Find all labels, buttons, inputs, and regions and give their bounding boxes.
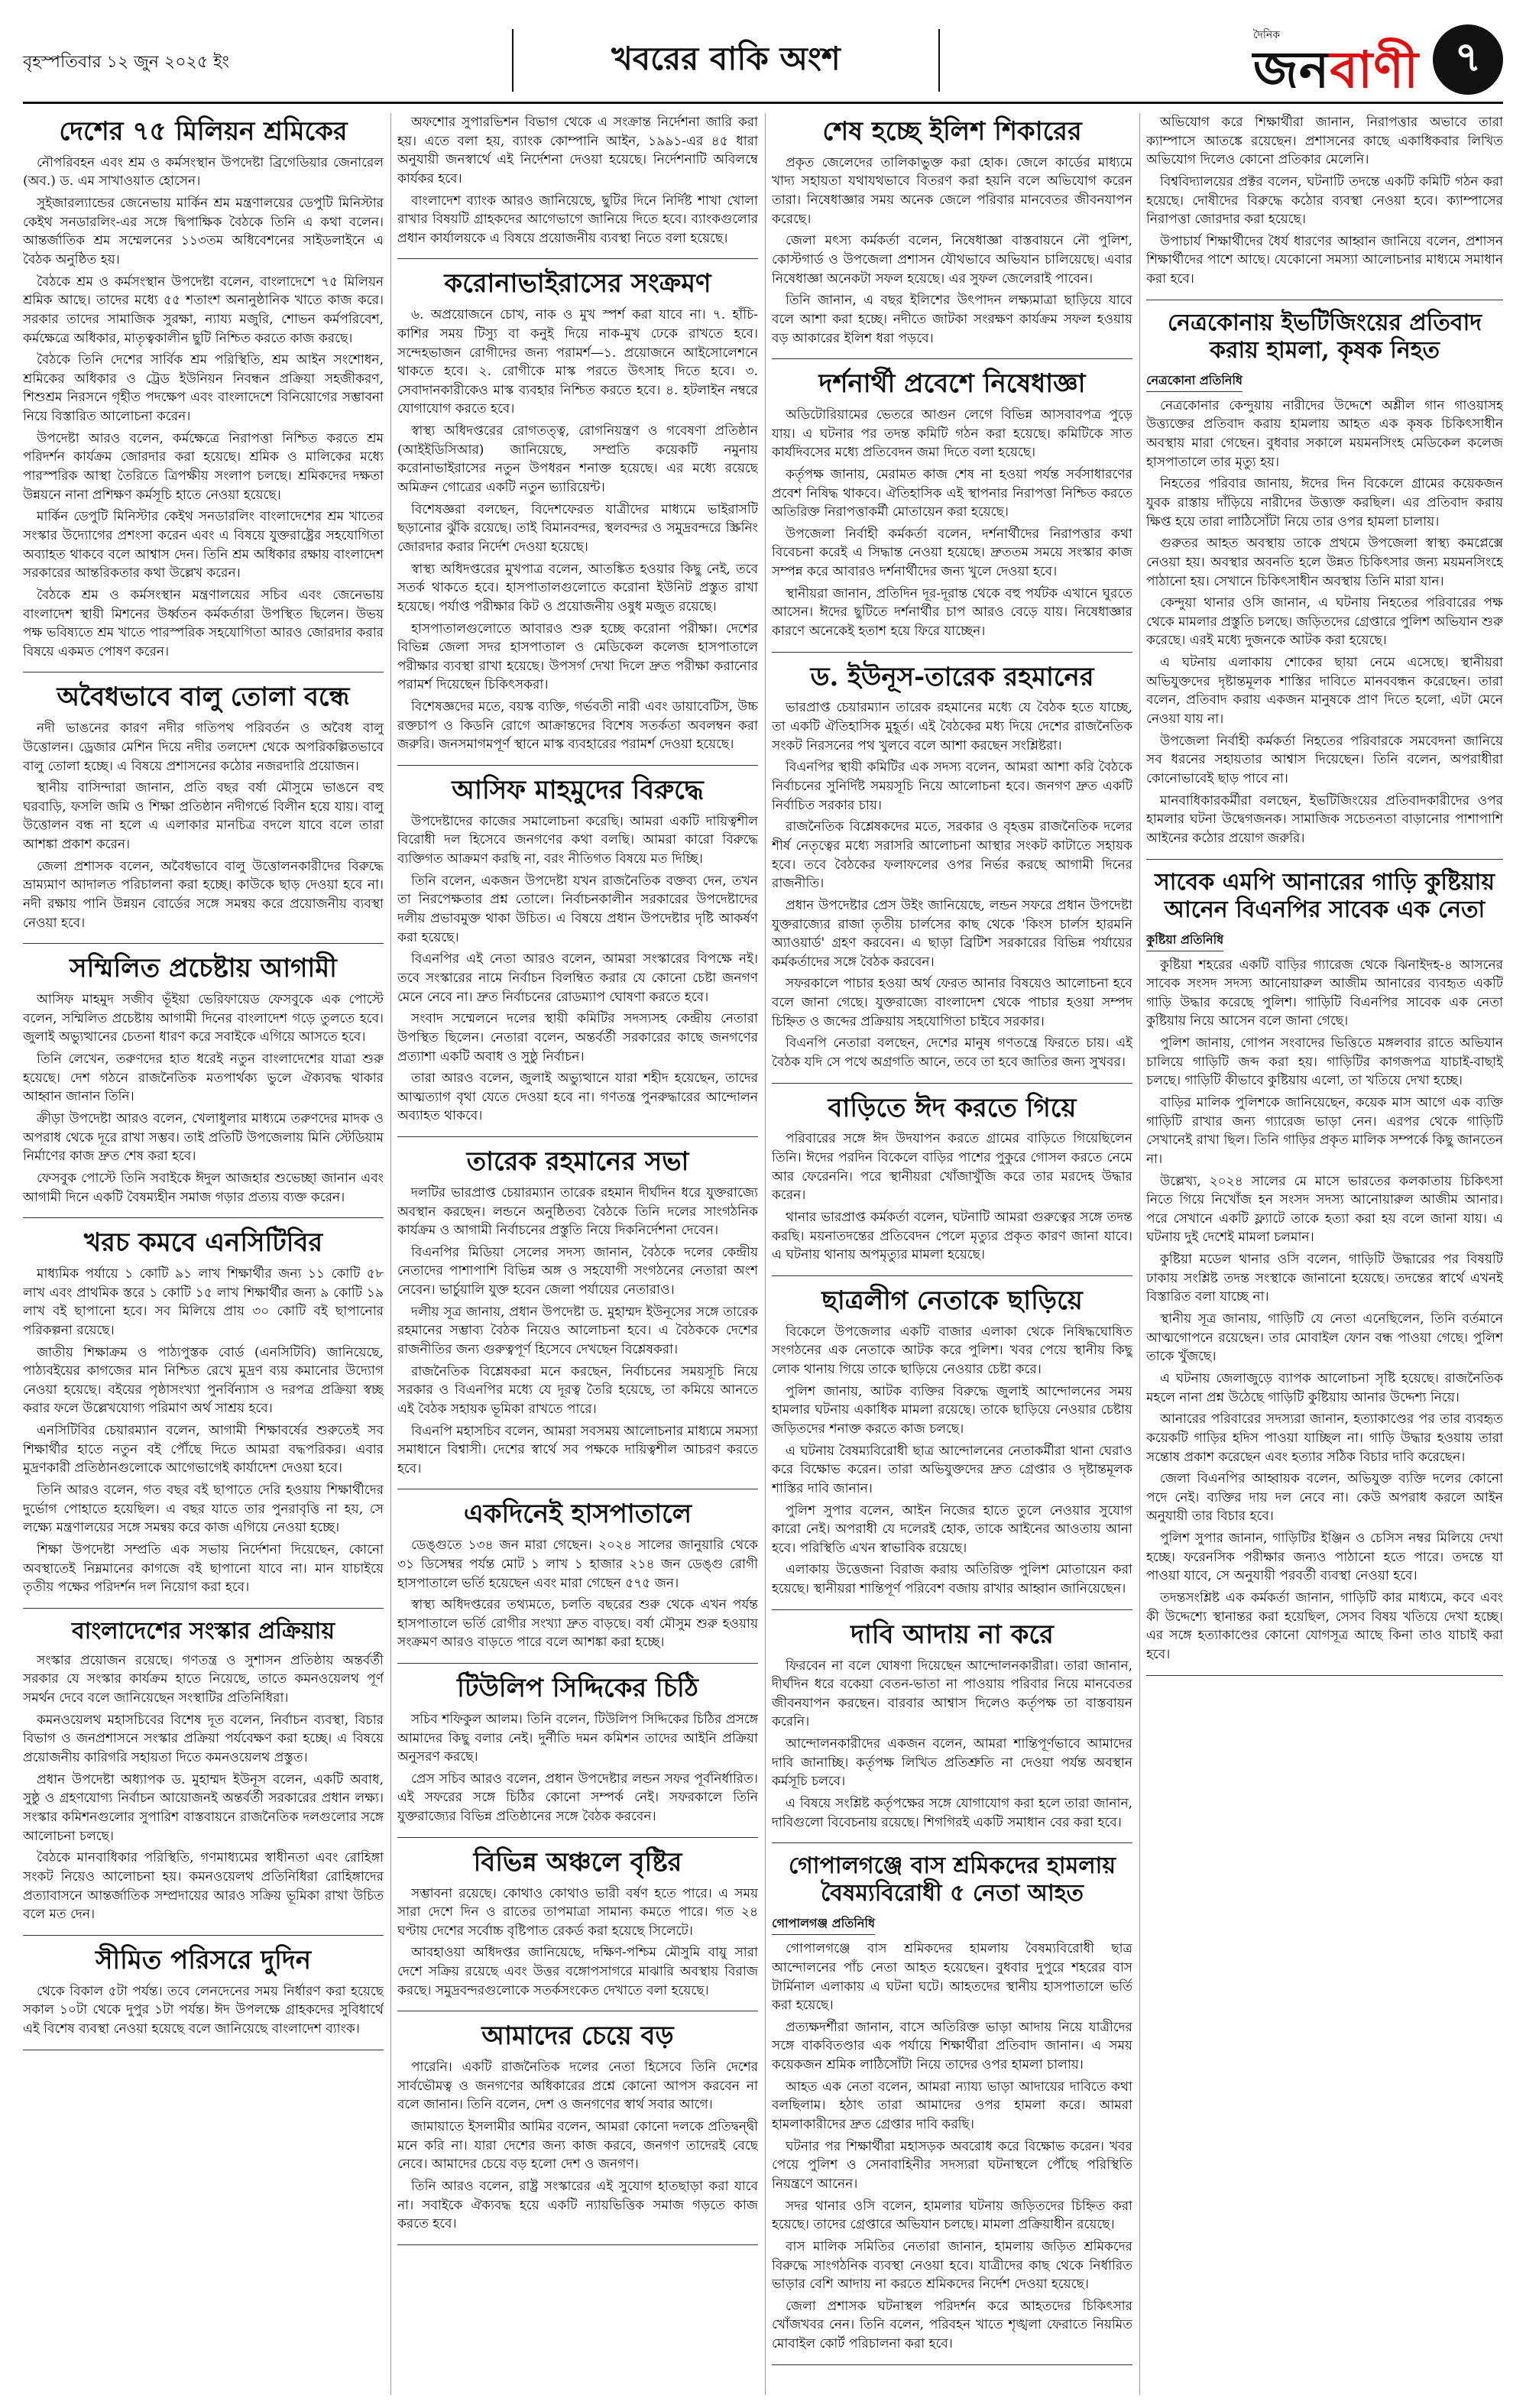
article-paragraph: স্বাস্থ্য অধিদপ্তরের রোগতত্ত্ব, রোগনিয়ন্ত্রণ ও গবেষণা প্রতিষ্ঠান (আইইডিসিআর) জানিয়েছে, সম্প্রতি কয়েকটি নমুনায় করোনাভাইরাসের নতুন উপধরন শনাক্ত হয়েছে। এর মধ্যে রয়েছে অমিক্রন গোত্রের একটি নতুন ভ্যারিয়েন্ট।: [397, 423, 758, 496]
article-body: [23, 1265, 384, 1597]
article-paragraph: ফিরবেন না বলে ঘোষণা দিয়েছেন আন্দোলনকারীরা। তারা জানান, দীর্ঘদিন ধরে বকেয়া বেতন-ভাতা না পাওয়ায় পরিবার নিয়ে মানবেতর জীবনযাপন করছেন। বারবার আশ্বাস দিলেও কর্তৃপক্ষ তা বাস্তবায়ন করেনি।: [772, 1658, 1132, 1730]
article-body: [772, 1323, 1132, 1599]
article-paragraph: তিনি বলেন, একজন উপদেষ্টা যখন রাজনৈতিক বক্তব্য দেন, তখন তা নিরপেক্ষতার প্রশ্ন তোলে। নির্বাচনকালীন সরকারের উপদেষ্টাদের দলীয় প্রভাবমুক্ত থাকা উচিত। এ বিষয়ে প্রধান উপদেষ্টার দৃষ্টি আকর্ষণ করা হয়েছে।: [397, 873, 758, 945]
article-headline[interactable]: করোনাভাইরাসের সংক্রমণ: [444, 268, 711, 300]
article-paragraph: প্রকৃত জেলেদের তালিকাভুক্ত করা হোক। জেলে কার্ডের মাধ্যমে খাদ্য সহায়তা যথাযথভাবে বিতরণ করা হয়নি বলে অভিযোগ করেন তারা। নিষেধাজ্ঞার সময় অনেক জেলে পরিবার মানবেতর জীবনযাপন করেছে।: [772, 154, 1132, 227]
article-body: [23, 154, 384, 662]
article-paragraph: রাজনৈতিক বিশ্লেষকদের মতে, সরকার ও বৃহত্তম রাজনৈতিক দলের শীর্ষ নেতৃত্বের মধ্যে সরাসরি আলোচনা আস্থার সংকট কাটাতে সহায়ক হবে। তবে বৈঠকের ফলাফলের ওপর নির্ভর করছে আগামী দিনের রাজনীতি।: [772, 819, 1132, 892]
article-body: [397, 812, 758, 1126]
article-headline[interactable]: শেষ হচ্ছে ইলিশ শিকারের: [822, 116, 1082, 147]
article-headline[interactable]: টিউলিপ সিদ্দিকের চিঠি: [457, 1673, 698, 1704]
article-headline[interactable]: সাবেক এমপি আনারের গাড়ি কুষ্টিয়ায় আনেন বিএনপির সাবেক এক নেতা: [1154, 868, 1495, 923]
article: [23, 116, 384, 672]
article: [772, 1093, 1132, 1276]
article-paragraph: কর্তৃপক্ষ জানায়, মেরামত কাজ শেষ না হওয়া পর্যন্ত সর্বসাধারণের প্রবেশ নিষিদ্ধ থাকবে। ঐতিহাসিক এই স্থাপনার নিরাপত্তা নিশ্চিত করতে অতিরিক্ত নিরাপত্তাকর্মী মোতায়েন করা হয়েছে।: [772, 466, 1132, 520]
article-paragraph: এ ঘটনায় এলাকায় শোকের ছায়া নেমে এসেছে। স্থানীয়রা অভিযুক্তদের দৃষ্টান্তমূলক শাস্তির দাবিতে মানববন্ধন করেছেন। তারা বলেন, প্রতিবাদ করায় একজন মানুষকে প্রাণ দিতে হলো, এটা মেনে নেওয়া যায় না।: [1146, 655, 1503, 728]
article-paragraph: নৌপরিবহন এবং শ্রম ও কর্মসংস্থান উপদেষ্টা ব্রিগেডিয়ার জেনারেল (অব.) ড. এম সাখাওয়াত হোসেন।: [23, 154, 384, 190]
article-paragraph: আনারের পরিবারের সদস্যরা জানান, হত্যাকাণ্ডের পর তার ব্যবহৃত কয়েকটি গাড়ির হদিস পাওয়া যাচ্ছিল না। গাড়ি উদ্ধার হওয়ায় তারা সন্তোষ প্রকাশ করেছেন এবং হত্যার সঠিক বিচার দাবি করেছেন।: [1146, 1411, 1503, 1465]
article-paragraph: উপজেলা নির্বাহী কর্মকর্তা বলেন, দর্শনার্থীদের নিরাপত্তার কথা বিবেচনা করেই এ সিদ্ধান্ত নেওয়া হয়েছে। দ্রুততম সময়ে সংস্কার কাজ সম্পন্ন করে আবারও দর্শনার্থীদের জন্য খুলে দেওয়া হবে।: [772, 526, 1132, 580]
article-paragraph: এ বিষয়ে সংশ্লিষ্ট কর্তৃপক্ষের সঙ্গে যোগাযোগ করা হলে তারা জানান, দাবিগুলো বিবেচনায় রয়েছে। শিগগিরই একটি সমাধান বের করা হবে।: [772, 1795, 1132, 1830]
article-paragraph: সংবাদ সম্মেলনে দলের স্থায়ী কমিটির সদস্যসহ কেন্দ্রীয় নেতারা উপস্থিত ছিলেন। নেতারা বলেন, অন্তর্বর্তী সরকারের কাছে জনগণের প্রত্যাশা একটি অবাধ ও সুষ্ঠু নির্বাচন।: [397, 1011, 758, 1065]
article-paragraph: জামায়াতে ইসলামীর আমির বলেন, আমরা কোনো দলকে প্রতিদ্বন্দ্বী মনে করি না। যারা দেশের জন্য কাজ করবে, জনগণ তাদেরই বেছে নেবে। আমাদের চেয়ে বড় হলো দেশ ও জনগণ।: [397, 2119, 758, 2173]
article-paragraph: দলটির ভারপ্রাপ্ত চেয়ারম্যান তারেক রহমান দীর্ঘদিন ধরে যুক্তরাজ্যে অবস্থান করছেন। লন্ডনে অনুষ্ঠিতব্য বৈঠকে তিনি দলের সাংগঠনিক কার্যক্রম ও আগামী নির্বাচনের প্রস্তুতি নিয়ে দিকনির্দেশনা দেবেন।: [397, 1185, 758, 1239]
article-paragraph: তারা আরও বলেন, জুলাই অভ্যুত্থানে যারা শহীদ হয়েছেন, তাদের আত্মত্যাগ বৃথা যেতে দেওয়া হবে না। গণতন্ত্র পুনরুদ্ধারের আন্দোলন অব্যাহত থাকবে।: [397, 1071, 758, 1124]
article-paragraph: তিনি আরও বলেন, রাষ্ট্র সংস্কারের এই সুযোগ হাতছাড়া করা যাবে না। সবাইকে ঐক্যবদ্ধ হয়ে একটি ন্যায়ভিত্তিক সমাজ গড়তে কাজ করতে হবে।: [397, 2179, 758, 2232]
article-paragraph: বিএনপি মহাসচিব বলেন, আমরা সবসময় আলোচনার মাধ্যমে সমস্যা সমাধানে বিশ্বাসী। দেশের স্বার্থে সব পক্ষকে দায়িত্বশীল আচরণ করতে হবে।: [397, 1423, 758, 1476]
article-body: [772, 406, 1132, 641]
newspaper-logo: [1252, 26, 1419, 99]
article-headline[interactable]: অবৈধভাবে বালু তোলা বন্ধে: [57, 682, 350, 713]
article-paragraph: আসিফ মাহমুদ সজীব ভূঁইয়া ভেরিফায়েড ফেসবুকে এক পোস্টে বলেন, সম্মিলিত প্রচেষ্টায় আগামী দিনের বাংলাদেশ গড়ে তুলতে হবে। জুলাই অভ্যুত্থানের চেতনা ধারণ করে সবাইকে এগিয়ে আসতে হবে।: [23, 992, 384, 1045]
article-paragraph: সুইজারল্যান্ডের জেনেভায় মার্কিন শ্রম মন্ত্রণালয়ের ডেপুটি মিনিস্টার কেইথ সনডারলিং-এর সঙ্গে দ্বিপাক্ষিক বৈঠকে তিনি এ কথা বলেন। আন্তর্জাতিক শ্রম সম্মেলনের ১১৩তম অধিবেশনের সাইডলাইনে এ বৈঠক অনুষ্ঠিত হয়।: [23, 196, 384, 267]
article: [397, 268, 758, 766]
article-body: [397, 1536, 758, 1652]
article-paragraph: জেলা প্রশাসক বলেন, অবৈধভাবে বালু উত্তোলনকারীদের বিরুদ্ধে ভ্রাম্যমাণ আদালত পরিচালনা করা হচ্ছে। কাউকে ছাড় দেওয়া হবে না। নদী রক্ষায় পানি উন্নয়ন বোর্ডের সঙ্গে সমন্বয় করে প্রয়োজনীয় ব্যবস্থা নেওয়া হবে।: [23, 858, 384, 931]
article: [397, 1847, 758, 2012]
article-byline: গোপালগঞ্জ প্রতিনিধি: [772, 1914, 875, 1935]
article: [397, 2021, 758, 2245]
article-paragraph: কেন্দুয়া থানার ওসি জানান, এ ঘটনায় নিহতের পরিবারের পক্ষ থেকে মামলার প্রস্তুতি চলছে। জড়িতদের গ্রেপ্তারে পুলিশ অভিযান শুরু করেছে। এরই মধ্যে দুজনকে আটক করা হয়েছে।: [1146, 595, 1503, 649]
article-body: [772, 1657, 1132, 1833]
article-headline[interactable]: গোপালগঞ্জে বাস শ্রমিকদের হামলায় বৈষম্যবিরোধী ৫ নেতা আহত: [788, 1852, 1116, 1907]
article-paragraph: রাজনৈতিক বিশ্লেষকরা মনে করছেন, নির্বাচনের সময়সূচি নিয়ে সরকার ও বিএনপির মধ্যে যে দূরত্ব তৈরি হয়েছে, তা কমিয়ে আনতে এই বৈঠক সহায়ক ভূমিকা রাখতে পারে।: [397, 1363, 758, 1417]
article-paragraph: সচিব শফিকুল আলম। তিনি বলেন, টিউলিপ সিদ্দিকের চিঠির প্রসঙ্গে আমাদের কিছু বলার নেই। দুর্নীতি দমন কমিশন তাদের আইনি প্রক্রিয়া অনুসরণ করছে।: [397, 1711, 758, 1765]
article-body: [1146, 956, 1503, 1664]
article-paragraph: এলাকায় উত্তেজনা বিরাজ করায় অতিরিক্ত পুলিশ মোতায়েন করা হয়েছে। স্থানীয়রা শান্তিপূর্ণ পরিবেশ বজায় রাখার আহ্বান জানিয়েছেন।: [772, 1562, 1132, 1597]
article-paragraph: থানার ভারপ্রাপ্ত কর্মকর্তা বলেন, ঘটনাটি আমরা গুরুত্বের সঙ্গে তদন্ত করছি। ময়নাতদন্তের প্রতিবেদন পেলে মৃত্যুর প্রকৃত কারণ জানা যাবে। এ ঘটনায় থানায় অপমৃত্যুর মামলা হয়েছে।: [772, 1210, 1132, 1263]
article-paragraph: পরিবারের সঙ্গে ঈদ উদযাপন করতে গ্রামের বাড়িতে গিয়েছিলেন তিনি। ঈদের পরদিন বিকেলে বাড়ির পাশের পুকুরে গোসল করতে নেমে আর ফেরেননি। পরে স্থানীয়রা খোঁজাখুঁজি করে তার মরদেহ উদ্ধার করেন।: [772, 1131, 1132, 1204]
article: [1146, 310, 1503, 860]
article-paragraph: বাস মালিক সমিতির নেতারা জানান, হামলায় জড়িত শ্রমিকদের বিরুদ্ধে সাংগঠনিক ব্যবস্থা নেওয়া হবে। যাত্রীদের কাছ থেকে নির্ধারিত ভাড়ার বেশি আদায় না করতে শ্রমিকদের নির্দেশ দেওয়া হয়েছে।: [772, 2238, 1132, 2293]
page-number-badge: ৭: [1433, 24, 1503, 95]
article-paragraph: মানবাধিকারকর্মীরা বলছেন, ইভটিজিংয়ের প্রতিবাদকারীদের ওপর হামলার ঘটনা উদ্বেগজনক। সামাজিক সচেতনতা বাড়ানোর পাশাপাশি আইনের কঠোর প্রয়োগ জরুরি।: [1146, 792, 1503, 846]
article-paragraph: বাংলাদেশ ব্যাংক আরও জানিয়েছে, ছুটির দিনে নির্দিষ্ট শাখা খোলা রাখার বিষয়টি গ্রাহকদের আগেভাগে জানিয়ে দিতে হবে। ব্যাংকগুলোর প্রধান কার্যালয়কে এ বিষয়ে প্রয়োজনীয় ব্যবস্থা নিতে বলা হয়েছে।: [397, 193, 758, 246]
article-paragraph: এ ঘটনায় বৈষম্যবিরোধী ছাত্র আন্দোলনের নেতাকর্মীরা থানা ঘেরাও করে বিক্ষোভ করেন। তারা অভিযুক্তদের দ্রুত গ্রেপ্তার ও দৃষ্টান্তমূলক শাস্তির দাবি জানান।: [772, 1443, 1132, 1496]
article-columns: [23, 113, 1503, 2395]
article-paragraph: ভারপ্রাপ্ত চেয়ারম্যান তারেক রহমানের মধ্যে যে বৈঠক হতে যাচ্ছে, তা একটি ঐতিহাসিক মুহূর্ত। এই বৈঠকের মধ্য দিয়ে দেশের রাজনৈতিক সংকট নিরসনের পথ খুলবে বলে আশা করছেন সংশ্লিষ্টরা।: [772, 700, 1132, 754]
article-headline[interactable]: তারেক রহমানের সভা: [466, 1146, 689, 1178]
article-paragraph: বিশেষজ্ঞদের মতে, বয়স্ক ব্যক্তি, গর্ভবতী নারী এবং ডায়াবেটিস, উচ্চ রক্তচাপ ও কিডনি রোগে আক্রান্তদের বিশেষ সতর্কতা অবলম্বন করা জরুরি। জনসমাগমপূর্ণ স্থানে মাস্ক ব্যবহারের পরামর্শ দেওয়া হয়েছে।: [397, 699, 758, 753]
article-paragraph: মার্কিন ডেপুটি মিনিস্টার কেইথ সনডারলিং বাংলাদেশের শ্রম খাতের সংস্কার উদ্যোগের প্রশংসা করেন এবং এ বিষয়ে যুক্তরাষ্ট্রের সহযোগিতা অব্যাহত থাকবে বলে আশ্বাস দেন। তিনি শ্রম অধিকার রক্ষায় বাংলাদেশ সরকারের আন্তরিকতার কথা উল্লেখ করেন।: [23, 509, 384, 582]
article-paragraph: উপদেষ্টাদের কাজের সমালোচনা করেছি। আমরা একটি দায়িত্বশীল বিরোধী দল হিসেবে জনগণের কথা বলছি। আমরা কারো বিরুদ্ধে ব্যক্তিগত আক্রমণ করছি না, বরং নীতিগত বিষয়ে মত দিচ্ছি।: [397, 813, 758, 867]
article: [397, 113, 758, 259]
article-body: [397, 1710, 758, 1826]
column-3: [772, 113, 1132, 2395]
article-paragraph: দলীয় সূত্র জানায়, প্রধান উপদেষ্টা ড. মুহাম্মদ ইউনূসের সঙ্গে তারেক রহমানের সম্ভাব্য বৈঠক নিয়েও আলোচনা হবে। এ বৈঠককে দেশের রাজনীতির জন্য গুরুত্বপূর্ণ হিসেবে দেখছেন বিশ্লেষকরা।: [397, 1304, 758, 1357]
article-paragraph: ক্রীড়া উপদেষ্টা আরও বলেন, খেলাধুলার মাধ্যমে তরুণদের মাদক ও অপরাধ থেকে দূরে রাখা সম্ভব। তাই প্রতিটি উপজেলায় মিনি স্টেডিয়াম নির্মাণের কাজ দ্রুত শেষ করা হবে।: [23, 1110, 384, 1165]
article-paragraph: আবহাওয়া অধিদপ্তর জানিয়েছে, দক্ষিণ-পশ্চিম মৌসুমি বায়ু সারা দেশে সক্রিয় রয়েছে এবং উত্তর বঙ্গোপসাগরে মাঝারি অবস্থায় বিরাজ করছে। সমুদ্রবন্দরগুলোকে সতর্কসংকেত দেখাতে বলা হয়েছে।: [397, 1945, 758, 1998]
article-paragraph: বৈঠকে শ্রম ও কর্মসংস্থান উপদেষ্টা বলেন, বাংলাদেশে ৭৫ মিলিয়ন শ্রমিক আছে। তাদের মধ্যে ৫৫ শতাংশ অনানুষ্ঠানিক খাতে কাজ করে। সরকার তাদের সামাজিক সুরক্ষা, ন্যায্য মজুরি, শোভন কর্মপরিবেশ, কর্মক্ষেত্রে অধিকার, মাতৃত্বকালীন ছুটি নিশ্চিত করতে কাজ করছে।: [23, 274, 384, 346]
article-body: [23, 1651, 384, 1924]
article-body: [1146, 397, 1503, 848]
article-paragraph: পারেনি। একটি রাজনৈতিক দলের নেতা হিসেবে তিনি দেশের সার্বভৌমত্ব ও জনগণের অধিকারের প্রশ্নে কোনো আপস করবেন না বলে জানান। তিনি বলেন, দেশ ও জনগণের স্বার্থ সবার আগে।: [397, 2060, 758, 2113]
article-paragraph: অভিযোগ করে শিক্ষার্থীরা জানান, নিরাপত্তার অভাবে তারা ক্যাম্পাসে আতঙ্কে রয়েছেন। প্রশাসনের কাছে একাধিকবার লিখিত অভিযোগ দিলেও কোনো প্রতিকার মেলেনি।: [1146, 115, 1503, 168]
article-paragraph: পুলিশ জানায়, আটক ব্যক্তির বিরুদ্ধে জুলাই আন্দোলনের সময় হামলার ঘটনায় একাধিক মামলা রয়েছে। তাকে ছাড়িয়ে নেওয়ার চেষ্টায় জড়িতদের শনাক্ত করতে কাজ চলছে।: [772, 1383, 1132, 1437]
article: [772, 368, 1132, 652]
article: [397, 775, 758, 1137]
article-paragraph: ফেসবুক পোস্টে তিনি সবাইকে ঈদুল আজহার শুভেচ্ছা জানান এবং আগামী দিনে একটি বৈষম্যহীন সমাজ গড়ার প্রত্যয় ব্যক্ত করেন।: [23, 1170, 384, 1205]
article-paragraph: প্রধান উপদেষ্টা অধ্যাপক ড. মুহাম্মদ ইউনূস বলেন, একটি অবাধ, সুষ্ঠু ও গ্রহণযোগ্য নির্বাচন আয়োজনই অন্তর্বর্তী সরকারের প্রধান লক্ষ্য। সংস্কার কমিশনগুলোর সুপারিশ বাস্তবায়নে রাজনৈতিক দলগুলোর সঙ্গে আলোচনা চলছে।: [23, 1771, 384, 1844]
article-paragraph: উল্লেখ্য, ২০২৪ সালের মে মাসে ভারতের কলকাতায় চিকিৎসা নিতে গিয়ে নিখোঁজ হন সংসদ সদস্য আনোয়ারুল আজীম আনার। পরে সেখানে একটি ফ্ল্যাটে তাকে হত্যা করা হয় বলে জানা যায়। এ ঘটনায় দুই দেশেই মামলা চলমান।: [1146, 1173, 1503, 1246]
article-headline[interactable]: একদিনেই হাসপাতালে: [463, 1499, 692, 1530]
article-paragraph: নিহতের পরিবার জানায়, ঈদের দিন বিকেলে গ্রামের কয়েকজন যুবক রাস্তায় দাঁড়িয়ে নারীদের উত্ত্যক্ত করছিল। এর প্রতিবাদ করায় ক্ষিপ্ত হয়ে তারা লাঠিসোঁটা নিয়ে তার ওপর হামলা চালায়।: [1146, 476, 1503, 530]
article-paragraph: ঘটনার পর শিক্ষার্থীরা মহাসড়ক অবরোধ করে বিক্ষোভ করেন। খবর পেয়ে পুলিশ ও সেনাবাহিনীর সদস্যরা ঘটনাস্থলে পৌঁছে পরিস্থিতি নিয়ন্ত্রণে আনেন।: [772, 2138, 1132, 2192]
article-headline[interactable]: খরচ কমবে এনসিটিবির: [83, 1227, 323, 1259]
article-headline[interactable]: সীমিত পরিসরে দুদিন: [95, 1944, 312, 1975]
article-paragraph: জেলা প্রশাসক ঘটনাস্থল পরিদর্শন করে আহতদের চিকিৎসার খোঁজখবর নেন। তিনি বলেন, পরিবহন খাতে শৃঙ্খলা ফেরাতে নিয়মিত মোবাইল কোর্ট পরিচালনা করা হবে।: [772, 2298, 1132, 2352]
logo-wordmark: [1252, 40, 1419, 99]
article-paragraph: বিএনপি নেতারা বলছেন, দেশের মানুষ গণতন্ত্রে ফিরতে চায়। এই বৈঠক যদি সে পথে অগ্রগতি আনে, তবে তা হবে জাতির জন্য সুখবর।: [772, 1035, 1132, 1071]
article-body: [23, 719, 384, 932]
article-paragraph: স্বাস্থ্য অধিদপ্তরের মুখপাত্র বলেন, আতঙ্কিত হওয়ার কিছু নেই, তবে সতর্ক থাকতে হবে। হাসপাতালগুলোতে করোনা ইউনিট প্রস্তুত রাখা হয়েছে। পর্যাপ্ত পরীক্ষার কিট ও প্রয়োজনীয় ওষুধ মজুত রয়েছে।: [397, 561, 758, 614]
article: [397, 1673, 758, 1838]
article: [1146, 869, 1503, 1676]
article: [1146, 113, 1503, 300]
article-paragraph: বিশেষজ্ঞরা বলছেন, বিদেশফেরত যাত্রীদের মাধ্যমে ভাইরাসটি ছড়ানোর ঝুঁকি রয়েছে। তাই বিমানবন্দর, স্থলবন্দর ও সমুদ্রবন্দরে স্ক্রিনিং জোরদার করার নির্দেশ দেওয়া হয়েছে।: [397, 501, 758, 555]
article-paragraph: বৈঠকে তিনি দেশের সার্বিক শ্রম পরিস্থিতি, শ্রম আইন সংশোধন, শ্রমিকের অধিকার ও ট্রেড ইউনিয়ন নিবন্ধন প্রক্রিয়া সহজীকরণ, শিশুশ্রম নিরসনে গৃহীত পদক্ষেপ এবং বাংলাদেশে বিনিয়োগের সম্ভাবনা নিয়ে বিস্তারিত আলোচনা করেন।: [23, 352, 384, 425]
article-body: [23, 990, 384, 1207]
section-title: খবরের বাকি অংশ: [512, 29, 940, 92]
article-byline: কুষ্টিয়া প্রতিনিধি: [1146, 930, 1223, 951]
article: [772, 662, 1132, 1084]
article-paragraph: আহত এক নেতা বলেন, আমরা ন্যায্য ভাড়া আদায়ের দাবিতে কথা বলছিলাম। হঠাৎ তারা আমাদের ওপর হামলা করে। আমরা হামলাকারীদের দ্রুত গ্রেপ্তার দাবি করছি।: [772, 2079, 1132, 2133]
article-body: [23, 1982, 384, 2039]
article: [23, 1618, 384, 1936]
article-paragraph: তিনি আরও বলেন, গত বছর বই ছাপাতে দেরি হওয়ায় শিক্ষার্থীদের দুর্ভোগ পোহাতে হয়েছিল। এ বছর যাতে তার পুনরাবৃত্তি না হয়, সে লক্ষ্যে মন্ত্রণালয়ের সঙ্গে সমন্বয় করে কাজ এগিয়ে নেওয়া হচ্ছে।: [23, 1482, 384, 1536]
article-headline[interactable]: সম্মিলিত প্রচেষ্টায় আগামী: [70, 953, 337, 984]
article-headline[interactable]: দাবি আদায় না করে: [850, 1619, 1054, 1650]
article-paragraph: আন্দোলনকারীদের একজন বলেন, আমরা শান্তিপূর্ণভাবে আমাদের দাবি জানাচ্ছি। কর্তৃপক্ষ লিখিত প্রতিশ্রুতি না দেওয়া পর্যন্ত অবস্থান কর্মসূচি চলবে।: [772, 1736, 1132, 1790]
article-paragraph: ৬. অপ্রয়োজনে চোখ, নাক ও মুখ স্পর্শ করা যাবে না। ৭. হাঁচি-কাশির সময় টিস্যু বা কনুই দিয়ে নাক-মুখ ঢেকে রাখতে হবে। সন্দেহভাজন রোগীদের জন্য পরামর্শ—১. প্রয়োজনে আইসোলেশনে থাকতে হবে। ২. রোগীকে মাস্ক পরতে উৎসাহ দিতে হবে। ৩. সেবাদানকারীকেও মাস্ক ব্যবহার নিশ্চিত করতে হবে। ৪. হটলাইন নম্বরে যোগাযোগ করতে হবে।: [397, 307, 758, 417]
column-2: [397, 113, 758, 2395]
article-paragraph: সদর থানার ওসি বলেন, হামলার ঘটনায় জড়িতদের চিহ্নিত করা হয়েছে। তাদের গ্রেপ্তারে অভিযান চলছে। মামলা প্রক্রিয়াধীন রয়েছে।: [772, 2198, 1132, 2233]
article-paragraph: অফশোর সুপারভিশন বিভাগ থেকে এ সংক্রান্ত নির্দেশনা জারি করা হয়। এতে বলা হয়, ব্যাংক কোম্পানি আইন, ১৯৯১-এর ৪৫ ধারা অনুযায়ী জনস্বার্থে এই নির্দেশনা দেওয়া হয়েছে। নির্দেশনাটি অবিলম্বে কার্যকর হবে।: [397, 115, 758, 186]
logo-part-1: জন: [1252, 40, 1330, 99]
article-body: [397, 1184, 758, 1479]
article: [772, 116, 1132, 359]
article: [23, 1945, 384, 2050]
article-headline[interactable]: বাড়িতে ঈদ করতে গিয়ে: [828, 1092, 1077, 1123]
article-paragraph: বাড়ির মালিক পুলিশকে জানিয়েছেন, কয়েক মাস আগে এক ব্যক্তি গাড়িটি রাখার জন্য গ্যারেজ ভাড়া নেন। এরপর থেকে গাড়িটি সেখানেই রাখা ছিল। তিনি গাড়ির প্রকৃত মালিক সম্পর্কে কিছু জানতেন না।: [1146, 1094, 1503, 1167]
article-paragraph: বিকেলে উপজেলার একটি বাজার এলাকা থেকে নিষিদ্ধঘোষিত সংগঠনের এক নেতাকে আটক করে পুলিশ। খবর পেয়ে স্থানীয় কিছু লোক থানায় গিয়ে তাকে ছাড়িয়ে নেওয়ার চেষ্টা করে।: [772, 1324, 1132, 1378]
logo-part-2: বাণী: [1330, 40, 1419, 99]
article-body: [772, 154, 1132, 348]
article-paragraph: নেত্রকোনার কেন্দুয়ায় নারীদের উদ্দেশে অশ্লীল গান গাওয়াসহ উত্ত্যক্তের প্রতিবাদ করায় হামলায় আহত এক কৃষক চিকিৎসাধীন অবস্থায় মারা গেছেন। বুধবার সকালে ময়মনসিংহ মেডিকেল কলেজ হাসপাতালে তার মৃত্যু হয়।: [1146, 397, 1503, 470]
article-paragraph: জাতীয় শিক্ষাক্রম ও পাঠ্যপুস্তক বোর্ড (এনসিটিবি) জানিয়েছে, পাঠ্যবইয়ের কাগজের মান নিশ্চিত রেখে মুদ্রণ ব্যয় কমানোর উদ্যোগ নেওয়া হয়েছে। বইয়ের পৃষ্ঠাসংখ্যা পুনর্বিন্যাস ও দরপত্র প্রক্রিয়া স্বচ্ছ করার ফলে উল্লেখযোগ্য পরিমাণ অর্থ সাশ্রয় হবে।: [23, 1344, 384, 1417]
article-headline[interactable]: ড. ইউনূস-তারেক রহমানের: [810, 661, 1094, 692]
article-headline[interactable]: বিভিন্ন অঞ্চলে বৃষ্টির: [473, 1846, 682, 1878]
article-paragraph: তিনি জানান, এ বছর ইলিশের উৎপাদন লক্ষ্যমাত্রা ছাড়িয়ে যাবে বলে আশা করা হচ্ছে। নদীতে জাটকা সংরক্ষণ কার্যক্রম সফল হওয়ায় বড় আকারের ইলিশ ধরা পড়বে।: [772, 293, 1132, 346]
article-paragraph: অডিটোরিয়ামের ভেতরে আগুন লেগে বিভিন্ন আসবাবপত্র পুড়ে যায়। এ ঘটনার পর তদন্ত কমিটি গঠন করা হয়েছে। কমিটিকে সাত কার্যদিবসের মধ্যে প্রতিবেদন জমা দিতে বলা হয়েছে।: [772, 407, 1132, 461]
article-body: [772, 1129, 1132, 1264]
article-paragraph: তদন্তসংশ্লিষ্ট এক কর্মকর্তা জানান, গাড়িটি কার মাধ্যমে, কবে এবং কী উদ্দেশ্যে স্থানান্তর করা হয়েছিল, সেসব বিষয় খতিয়ে দেখা হচ্ছে। এর সঙ্গে হত্যাকাণ্ডের কোনো যোগসূত্র আছে কিনা তাও যাচাই করা হবে।: [1146, 1590, 1503, 1662]
article-paragraph: বিএনপির এই নেতা আরও বলেন, আমরা সংস্কারের বিপক্ষে নই। তবে সংস্কারের নামে নির্বাচন বিলম্বিত করার যে কোনো চেষ্টা জনগণ মেনে নেবে না। দ্রুত নির্বাচনের রোডম্যাপ ঘোষণা করতে হবে।: [397, 951, 758, 1005]
article-body: [397, 306, 758, 754]
article-paragraph: স্থানীয় সূত্র জানায়, গাড়িটি যে নেতা এনেছিলেন, তিনি বর্তমানে আত্মগোপনে রয়েছেন। তার মোবাইল ফোন বন্ধ পাওয়া গেছে। পুলিশ তাকে খুঁজছে।: [1146, 1311, 1503, 1365]
article-body: [397, 2058, 758, 2234]
article-body: [1146, 113, 1503, 289]
article-body: [772, 1940, 1132, 2353]
article-paragraph: সম্ভাবনা রয়েছে। কোথাও কোথাও ভারী বর্ষণ হতে পারে। এ সময় সারা দেশে দিন ও রাতের তাপমাত্রা সামান্য কমতে পারে। গত ২৪ ঘণ্টায় দেশের সর্বোচ্চ বৃষ্টিপাত রেকর্ড করা হয়েছে সিলেটে।: [397, 1885, 758, 1939]
article-paragraph: মাধ্যমিক পর্যায়ে ১ কোটি ৯১ লাখ শিক্ষার্থীর জন্য ১১ কোটি ৫৮ লাখ এবং প্রাথমিক স্তরে ১ কোটি ১৫ লাখ শিক্ষার্থীর জন্য ৯ কোটি ১৯ লাখ বই ছাপানো হবে। সব মিলিয়ে প্রায় ৩০ কোটি বই ছাপানোর পরিকল্পনা রয়েছে।: [23, 1266, 384, 1338]
article-headline[interactable]: নেত্রকোনায় ইভটিজিংয়ের প্রতিবাদ করায় হামলা, কৃষক নিহত: [1167, 309, 1482, 364]
article-paragraph: বৈঠকে শ্রম ও কর্মসংস্থান মন্ত্রণালয়ের সচিব এবং জেনেভায় বাংলাদেশ স্থায়ী মিশনের উর্ধ্বতন কর্মকর্তারা উপস্থিত ছিলেন। উভয় পক্ষ ভবিষ্যতে শ্রম খাতে পারস্পরিক সহযোগিতা আরও জোরদার করার বিষয়ে একমত পোষণ করেন।: [23, 587, 384, 660]
article-paragraph: জেলা মৎস্য কর্মকর্তা বলেন, নিষেধাজ্ঞা বাস্তবায়নে নৌ পুলিশ, কোস্টগার্ড ও উপজেলা প্রশাসন যৌথভাবে অভিযান চালিয়েছে। এবার নিষেধাজ্ঞা অনেকটা সফল হয়েছে। এর সুফল জেলেরাই পাবেন।: [772, 233, 1132, 287]
article-byline: নেত্রকোনা প্রতিনিধি: [1146, 371, 1243, 392]
article-paragraph: উপদেষ্টা আরও বলেন, কর্মক্ষেত্রে নিরাপত্তা নিশ্চিত করতে শ্রম পরিদর্শন কার্যক্রম জোরদার করা হয়েছে। শ্রমিক ও মালিকের মধ্যে পারস্পরিক আস্থা তৈরিতে ত্রিপক্ষীয় সংলাপ চলছে। শ্রমিকদের দক্ষতা উন্নয়নে নানা প্রশিক্ষণ কর্মসূচি হাতে নেওয়া হয়েছে।: [23, 430, 384, 503]
column-4: [1146, 113, 1503, 2395]
article-paragraph: উপাচার্য শিক্ষার্থীদের ধৈর্য ধারণের আহ্বান জানিয়ে বলেন, প্রশাসন শিক্ষার্থীদের পাশে আছে। যেকোনো সমস্যা আলোচনার মাধ্যমে সমাধান করা হবে।: [1146, 233, 1503, 287]
article-paragraph: নদী ভাঙনের কারণ নদীর গতিপথ পরিবর্তন ও অবৈধ বালু উত্তোলন। ড্রেজার মেশিন দিয়ে নদীর তলদেশ থেকে অপরিকল্পিতভাবে বালু তোলা হচ্ছে। এ বিষয়ে প্রশাসনের কঠোর নজরদারি প্রয়োজন।: [23, 721, 384, 774]
article-headline[interactable]: আসিফ মাহমুদের বিরুদ্ধে: [452, 775, 704, 806]
article-paragraph: স্বাস্থ্য অধিদপ্তরের তথ্যমতে, চলতি বছরের শুরু থেকে এখন পর্যন্ত হাসপাতালে ভর্তি রোগীর সংখ্যা দ্রুত বাড়ছে। বর্ষা মৌসুম শুরু হওয়ায় সংক্রমণ আরও বাড়তে পারে বলে আশঙ্কা করা হচ্ছে।: [397, 1597, 758, 1651]
article-paragraph: বিএনপির মিডিয়া সেলের সদস্য জানান, বৈঠকে দলের কেন্দ্রীয় নেতাদের পাশাপাশি বিভিন্ন অঙ্গ ও সহযোগী সংগঠনের নেতারা অংশ নেবেন। ভার্চুয়ালি যুক্ত হবেন জেলা পর্যায়ের নেতারাও।: [397, 1244, 758, 1298]
article-paragraph: পুলিশ সুপার জানান, গাড়িটির ইঞ্জিন ও চেসিস নম্বর মিলিয়ে দেখা হচ্ছে। ফরেনসিক পরীক্ষার জন্যও পাঠানো হতে পারে। তদন্তে যা পাওয়া যাবে, সে অনুযায়ী পরবর্তী ব্যবস্থা নেওয়া হবে।: [1146, 1531, 1503, 1584]
article-body: [772, 698, 1132, 1071]
article-paragraph: সফরকালে পাচার হওয়া অর্থ ফেরত আনার বিষয়েও আলোচনা হবে বলে জানা গেছে। যুক্তরাজ্যে বাংলাদেশ থেকে পাচার হওয়া সম্পদ চিহ্নিত ও জব্দের প্রক্রিয়ায় সহযোগিতা চাইবে সরকার।: [772, 976, 1132, 1029]
article-paragraph: বিএনপির স্থায়ী কমিটির এক সদস্য বলেন, আমরা আশা করি বৈঠকে নির্বাচনের সুনির্দিষ্ট সময়সূচি নিয়ে আলোচনা হবে। জনগণ দ্রুত একটি নির্বাচিত সরকার চায়।: [772, 760, 1132, 813]
article-paragraph: বৈঠকে মানবাধিকার পরিস্থিতি, গণমাধ্যমের স্বাধীনতা এবং রোহিঙ্গা সংকট নিয়েও আলোচনা হয়। কমনওয়েলথ প্রতিনিধিরা রোহিঙ্গাদের প্রত্যাবাসনে আন্তর্জাতিক সম্প্রদায়ের আরও সক্রিয় ভূমিকা রাখা উচিত বলে মত দেন।: [23, 1850, 384, 1923]
issue-date: বৃহস্পতিবার ১২ জুন ২০২৫ ইং: [23, 53, 230, 72]
article-paragraph: প্রত্যক্ষদর্শীরা জানান, বাসে অতিরিক্ত ভাড়া আদায় নিয়ে যাত্রীদের সঙ্গে বাকবিতণ্ডার এক পর্যায়ে শিক্ষার্থীরা প্রতিবাদ জানান। এ সময় কয়েকজন শ্রমিক লাঠিসোঁটা নিয়ে তাদের ওপর হামলা চালায়।: [772, 2019, 1132, 2073]
article-paragraph: কমনওয়েলথ মহাসচিবের বিশেষ দূত বলেন, নির্বাচন ব্যবস্থা, বিচার বিভাগ ও জনপ্রশাসনে সংস্কার প্রক্রিয়া পর্যবেক্ষণ করা হচ্ছে। এ বিষয়ে প্রয়োজনীয় কারিগরি সহায়তা দিতে কমনওয়েলথ প্রস্তুত।: [23, 1712, 384, 1766]
article-paragraph: কুষ্টিয়া শহরের একটি বাড়ির গ্যারেজ থেকে ঝিনাইদহ-৪ আসনের সাবেক সংসদ সদস্য আনোয়ারুল আজীম আনারের ব্যবহৃত একটি গাড়ি উদ্ধার করেছে পুলিশ। গাড়িটি বিএনপির সাবেক এক নেতা কুষ্টিয়ায় নিয়ে আসেন বলে জানা গেছে।: [1146, 957, 1503, 1029]
article-paragraph: থেকে বিকাল ৫টা পর্যন্ত। তবে লেনদেনের সময় নির্ধারণ করা হয়েছে সকাল ১০টা থেকে দুপুর ১টা পর্যন্ত। ঈদ উপলক্ষে গ্রাহকদের সুবিধার্থে এই বিশেষ ব্যবস্থা নেওয়া হয়েছে বলে জানিয়েছে বাংলাদেশ ব্যাংক।: [23, 1983, 384, 2037]
article-paragraph: স্থানীয় বাসিন্দারা জানান, প্রতি বছর বর্ষা মৌসুমে ভাঙনে বহু ঘরবাড়ি, ফসলি জমি ও শিক্ষা প্রতিষ্ঠান নদীগর্ভে বিলীন হয়ে যায়। বালু উত্তোলন বন্ধ না হলে এ এলাকার মানচিত্র বদলে যাবে বলে তারা আশঙ্কা প্রকাশ করেন।: [23, 780, 384, 853]
article: [23, 953, 384, 1218]
article-headline[interactable]: বাংলাদেশের সংস্কার প্রক্রিয়ায়: [71, 1617, 335, 1645]
article-headline[interactable]: দেশের ৭৫ মিলিয়ন শ্রমিকের: [59, 116, 348, 147]
article: [23, 1227, 384, 1609]
article-paragraph: পুলিশ জানায়, গোপন সংবাদের ভিত্তিতে মঙ্গলবার রাতে অভিযান চালিয়ে গাড়িটি জব্দ করা হয়। গাড়িটির কাগজপত্র যাচাই-বাছাই চলছে। গাড়িটি কীভাবে কুষ্টিয়ায় এলো, তা খতিয়ে দেখা হচ্ছে।: [1146, 1035, 1503, 1089]
article-paragraph: স্থানীয়রা জানান, প্রতিদিন দূর-দূরান্ত থেকে বহু পর্যটক এখানে ঘুরতে আসেন। ঈদের ছুটিতে দর্শনার্থীর চাপ আরও বেড়ে যায়। নিষেধাজ্ঞার কারণে অনেকেই হতাশ হয়ে ফিরে যাচ্ছেন।: [772, 585, 1132, 640]
article-headline[interactable]: ছাত্রলীগ নেতাকে ছাড়িয়ে: [821, 1285, 1083, 1316]
article-paragraph: গুরুতর আহত অবস্থায় তাকে প্রথমে উপজেলা স্বাস্থ্য কমপ্লেক্সে নেওয়া হয়। অবস্থার অবনতি হলে উন্নত চিকিৎসার জন্য ময়মনসিংহে পাঠানো হয়। সেখানে চিকিৎসাধীন অবস্থায় তিনি মারা যান।: [1146, 536, 1503, 589]
article-paragraph: হাসপাতালগুলোতে আবারও শুরু হচ্ছে করোনা পরীক্ষা। দেশের বিভিন্ন জেলা সদর হাসপাতাল ও মেডিকেল কলেজ হাসপাতালে পরীক্ষার ব্যবস্থা রাখা হয়েছে। উপসর্গ দেখা দিলে দ্রুত পরীক্ষা করানোর পরামর্শ দিয়েছেন চিকিৎসকরা।: [397, 621, 758, 693]
article-headline[interactable]: দর্শনার্থী প্রবেশে নিষেধাজ্ঞা: [818, 368, 1086, 400]
article-paragraph: প্রেস সচিব আরও বলেন, প্রধান উপদেষ্টার লন্ডন সফর পূর্বনির্ধারিত। এই সফরের সঙ্গে চিঠির কোনো সম্পর্ক নেই। সফরকালে তিনি যুক্তরাজ্যের বিভিন্ন প্রতিষ্ঠানের সঙ্গে বৈঠক করবেন।: [397, 1771, 758, 1825]
article-headline[interactable]: আমাদের চেয়ে বড়: [481, 2021, 674, 2052]
article: [23, 682, 384, 944]
article: [772, 1619, 1132, 1844]
article-paragraph: বিশ্ববিদ্যালয়ের প্রক্টর বলেন, ঘটনাটি তদন্তে একটি কমিটি গঠন করা হয়েছে। দোষীদের বিরুদ্ধে কঠোর ব্যবস্থা নেওয়া হবে। ক্যাম্পাসের নিরাপত্তা জোরদার করা হয়েছে।: [1146, 173, 1503, 228]
article-paragraph: পুলিশ সুপার বলেন, আইন নিজের হাতে তুলে নেওয়ার সুযোগ কারো নেই। অপরাধী যে দলেরই হোক, তাকে আইনের আওতায় আনা হবে। পরিস্থিতি এখন স্বাভাবিক রয়েছে।: [772, 1502, 1132, 1556]
column-1: [23, 113, 384, 2395]
logo-daily-label: দৈনিক: [1252, 29, 1281, 41]
article-paragraph: এনসিটিবির চেয়ারম্যান বলেন, আগামী শিক্ষাবর্ষের শুরুতেই সব শিক্ষার্থীর হাতে নতুন বই পৌঁছে দিতে আমরা বদ্ধপরিকর। এবার মুদ্রণকারী প্রতিষ্ঠানগুলোকে আগেভাগেই কার্যাদেশ দেওয়া হবে।: [23, 1423, 384, 1476]
article-paragraph: জেলা বিএনপির আহ্বায়ক বলেন, অভিযুক্ত ব্যক্তি দলের কোনো পদে নেই। ব্যক্তির দায় দল নেবে না। কেউ অপরাধ করলে আইন অনুযায়ী তার বিচার হবে।: [1146, 1471, 1503, 1525]
article: [772, 1852, 1132, 2364]
article: [772, 1285, 1132, 1610]
article-paragraph: প্রধান উপদেষ্টার প্রেস উইং জানিয়েছে, লন্ডন সফরে প্রধান উপদেষ্টা যুক্তরাজ্যের রাজা তৃতীয় চার্লসের কাছ থেকে 'কিংস চার্লস হারমনি অ্যাওয়ার্ড' গ্রহণ করবেন। এ ছাড়া ব্রিটিশ সরকারের বিভিন্ন পর্যায়ের কর্মকর্তাদের সঙ্গে বৈঠক করবেন।: [772, 897, 1132, 970]
article-paragraph: ডেঙ্গুতে ১৩৪ জন মারা গেছেন। ২০২৪ সালের জানুয়ারি থেকে ৩১ ডিসেম্বর পর্যন্ত মোট ১ লাখ ১ হাজার ২১৪ জন ডেঙ্গু রোগী হাসপাতালে ভর্তি হয়েছেন এবং মারা গেছেন ৫৭৫ জন।: [397, 1538, 758, 1591]
column-divider: [1139, 113, 1140, 2395]
newspaper-page: [23, 18, 1503, 2395]
column-divider: [765, 113, 766, 2395]
article-paragraph: সংস্কার প্রয়োজন রয়েছে। গণতন্ত্র ও সুশাসন প্রতিষ্ঠায় অন্তর্বর্তী সরকার যে সংস্কার কার্যক্রম হাতে নিয়েছে, তাতে কমনওয়েলথ পূর্ণ সমর্থন দেবে বলে জানিয়েছেন সংস্থাটির প্রতিনিধিরা।: [23, 1652, 384, 1706]
article-paragraph: তিনি লেখেন, তরুণদের হাত ধরেই নতুন বাংলাদেশের যাত্রা শুরু হয়েছে। দেশ গঠনে রাজনৈতিক মতপার্থক্য ভুলে ঐক্যবদ্ধ থাকার আহ্বান জানান তিনি।: [23, 1052, 384, 1105]
article: [397, 1146, 758, 1489]
article-paragraph: শিক্ষা উপদেষ্টা সম্প্রতি এক সভায় নির্দেশনা দিয়েছেন, কোনো অবস্থাতেই নিম্নমানের কাগজে বই ছাপানো যাবে না। মান যাচাইয়ে তৃতীয় পক্ষের পরিদর্শন দল নিয়োগ করা হবে।: [23, 1541, 384, 1596]
masthead: [23, 18, 1503, 104]
article-body: [397, 113, 758, 248]
article: [397, 1499, 758, 1664]
article-paragraph: কুষ্টিয়া মডেল থানার ওসি বলেন, গাড়িটি উদ্ধারের পর বিষয়টি ঢাকায় সংশ্লিষ্ট তদন্ত সংস্থাকে জানানো হয়েছে। তদন্তের স্বার্থে এখনই বিস্তারিত বলা যাচ্ছে না।: [1146, 1252, 1503, 1305]
article-paragraph: এ ঘটনায় জেলাজুড়ে ব্যাপক আলোচনা সৃষ্টি হয়েছে। রাজনৈতিক মহলে নানা প্রশ্ন উঠেছে গাড়িটি কুষ্টিয়ায় আনার উদ্দেশ্য নিয়ে।: [1146, 1370, 1503, 1405]
article-paragraph: উপজেলা নির্বাহী কর্মকর্তা নিহতের পরিবারকে সমবেদনা জানিয়ে সব ধরনের সহায়তার আশ্বাস দিয়েছেন। তিনি বলেন, অপরাধীরা কোনোভাবেই ছাড় পাবে না।: [1146, 733, 1503, 786]
article-paragraph: গোপালগঞ্জে বাস শ্রমিকদের হামলায় বৈষম্যবিরোধী ছাত্র আন্দোলনের পাঁচ নেতা আহত হয়েছেন। বুধবার দুপুরে শহরের বাস টার্মিনাল এলাকায় এ ঘটনা ঘটে। আহতদের স্থানীয় হাসপাতালে ভর্তি করা হয়েছে।: [772, 1941, 1132, 2014]
article-body: [397, 1885, 758, 2001]
column-divider: [390, 113, 391, 2395]
